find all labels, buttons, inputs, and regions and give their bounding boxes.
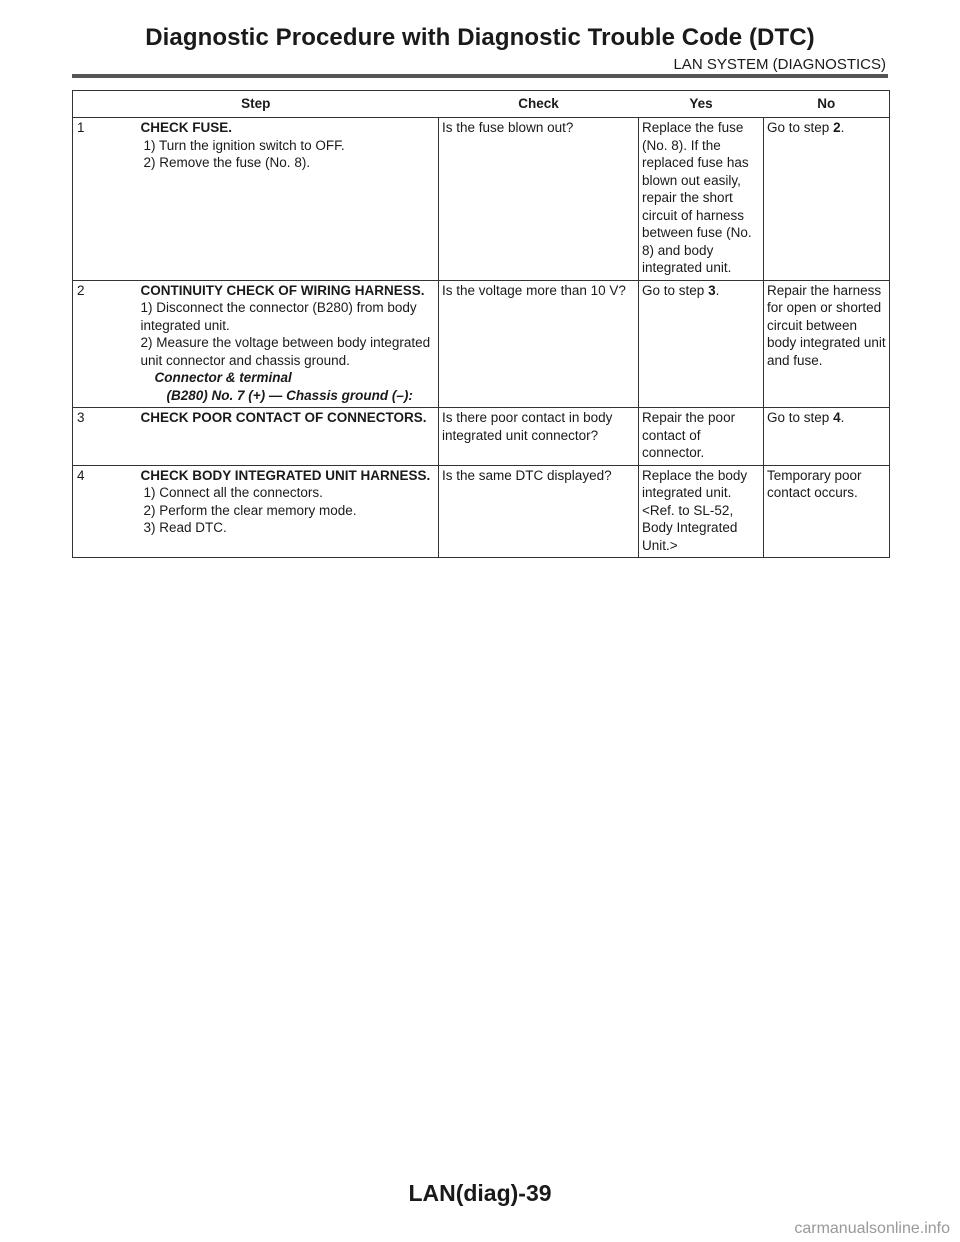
goto-suffix: . — [840, 120, 845, 135]
goto-text: Go to step — [642, 282, 709, 298]
step-instruction: 1) Disconnect the connector (B280) from body integrated unit. — [140, 300, 417, 333]
yes-cell: Replace the body integrated unit. <Ref. to SL-52, Body Integrated Unit.> — [639, 465, 764, 558]
step-description — [141, 118, 439, 281]
step-instruction: 2) Perform the clear memory mode. — [143, 502, 357, 518]
step-description — [141, 465, 439, 558]
table-row-step-3 — [73, 408, 890, 466]
step-instruction: 3) Read DTC. — [143, 520, 227, 535]
goto-suffix: . — [715, 282, 720, 298]
step-instruction: 2) Measure the voltage between body integrated unit connector and chassis ground. — [140, 335, 431, 368]
yes-cell: Repair the poor contact of connector. — [639, 408, 764, 466]
no-cell: Repair the harness for open or shorted circuit between body integrated unit and fuse. — [764, 280, 890, 408]
step-number: 2 — [73, 280, 141, 408]
goto-suffix: . — [840, 410, 845, 425]
header-divider — [72, 74, 888, 78]
step-title: CHECK FUSE. — [140, 120, 233, 135]
page-title: Diagnostic Procedure with Diagnostic Trouble Code (DTC) — [145, 24, 815, 51]
goto-step-link: 4 — [833, 410, 841, 425]
column-header-check: Check — [439, 91, 639, 118]
check-cell: Is the voltage more than 10 V? — [439, 280, 639, 408]
step-instruction: 1) Turn the ignition switch to OFF. — [143, 137, 345, 153]
column-header-step: Step — [73, 91, 439, 118]
goto-text: Go to step — [767, 120, 834, 135]
diagnostic-procedure-table — [72, 90, 890, 558]
step-title: CHECK POOR CONTACT OF CONNECTORS. — [140, 410, 427, 425]
step-number: 1 — [73, 118, 141, 281]
yes-cell — [639, 280, 764, 408]
table-row-step-2 — [73, 280, 890, 408]
step-description — [141, 408, 439, 466]
step-description — [141, 280, 439, 408]
section-subtitle: LAN SYSTEM (DIAGNOSTICS) — [673, 56, 886, 73]
table-row-step-1 — [73, 118, 890, 281]
no-cell — [764, 408, 890, 466]
spec-value: (B280) No. 7 (+) — Chassis ground (–): — [166, 387, 413, 403]
step-number: 3 — [73, 408, 141, 466]
step-title: CONTINUITY CHECK OF WIRING HARNESS. — [140, 282, 425, 298]
step-title: CHECK BODY INTEGRATED UNIT HARNESS. — [140, 467, 431, 483]
spec-label: Connector & terminal — [154, 370, 292, 385]
goto-step-link: 3 — [708, 282, 716, 298]
watermark-text: carmanualsonline.info — [794, 1220, 950, 1237]
no-cell — [764, 118, 890, 281]
table-header-row — [73, 91, 890, 118]
column-header-yes: Yes — [639, 91, 764, 118]
goto-text: Go to step — [767, 410, 834, 425]
column-header-no: No — [764, 91, 890, 118]
step-instruction: 1) Connect all the connectors. — [143, 485, 323, 500]
check-cell: Is the same DTC displayed? — [439, 465, 639, 558]
page-number: LAN(diag)-39 — [408, 1180, 552, 1206]
goto-step-link: 2 — [833, 120, 841, 135]
check-cell: Is the fuse blown out? — [439, 118, 639, 281]
check-cell: Is there poor contact in body integrated unit connector? — [439, 408, 639, 466]
table-row-step-4 — [73, 465, 890, 558]
step-instruction: 2) Remove the fuse (No. 8). — [143, 155, 311, 170]
no-cell: Temporary poor contact occurs. — [764, 465, 890, 558]
step-number: 4 — [73, 465, 141, 558]
yes-cell: Replace the fuse (No. 8). If the replaced fuse has blown out easily, repair the short circuit of harness between fuse (No. 8) and body integrated unit. — [639, 118, 764, 281]
